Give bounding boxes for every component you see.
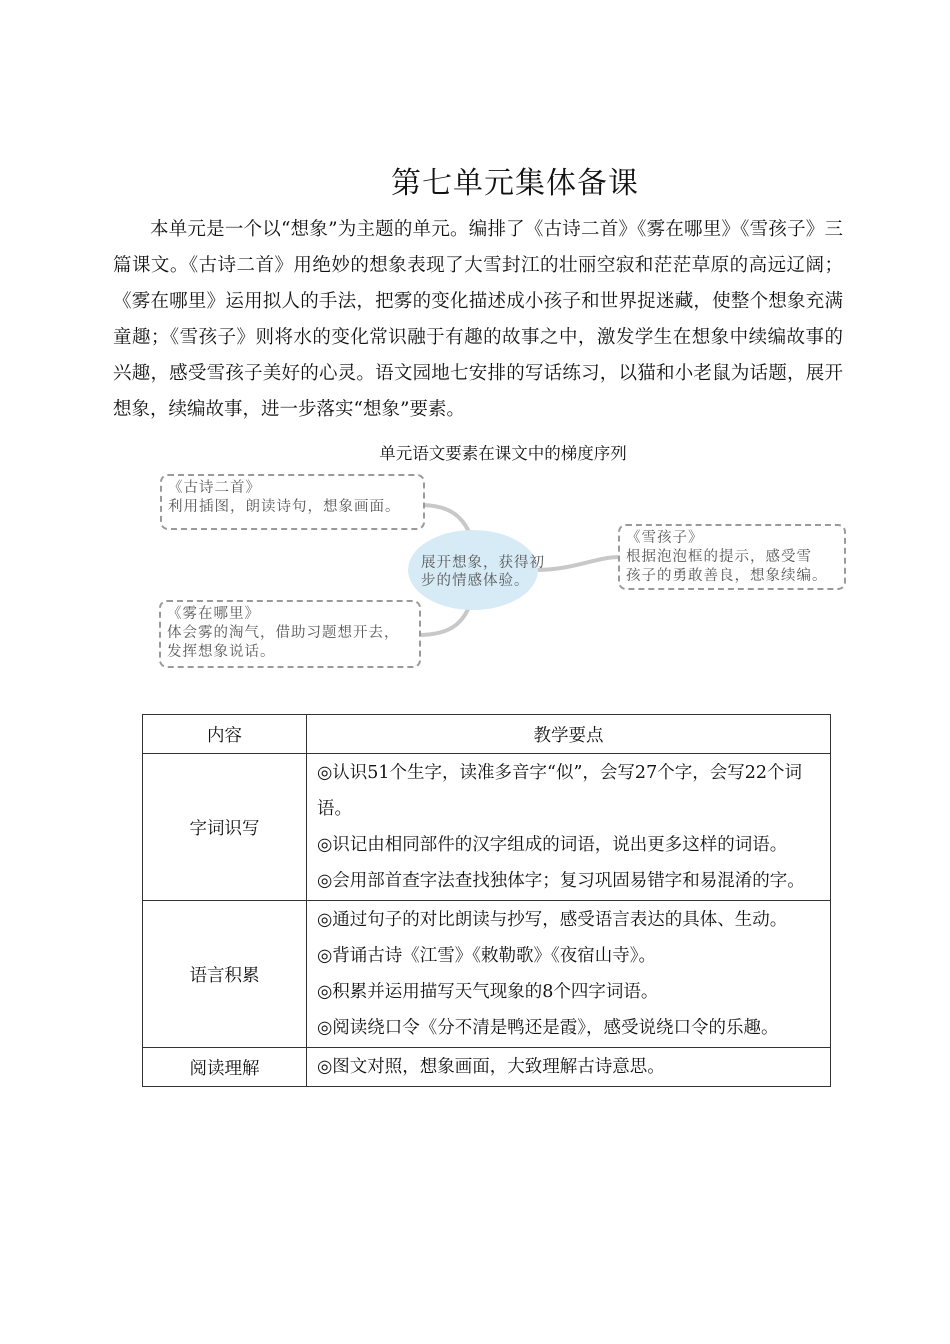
node-text: 体会雾的淘气，借助习题想开去， [167,625,400,641]
row-items [307,754,831,901]
table-row [143,1048,831,1087]
node-text: 根据泡泡框的提示，感受雪 [626,549,812,565]
center-line-1: 展开想象，获得初 [421,555,545,571]
list-item: ◎图文对照，想象画面，大致理解古诗意思。 [317,1057,665,1077]
node-title: 《雪孩子》 [626,530,704,546]
list-item: ◎背诵古诗《江雪》《敕勒歌》《夜宿山寺》。 [317,946,657,966]
center-node [421,554,561,590]
row-category: 阅读理解 [143,1048,307,1087]
table-header-row [143,715,831,754]
table-row [143,754,831,901]
node-text: 孩子的勇敢善良，想象续编。 [626,568,828,584]
node-text: 发挥想象说话。 [167,644,276,660]
page-title: 第七单元集体备课 [391,166,639,201]
header-content: 内容 [143,715,307,754]
row-category: 字词识写 [143,754,307,901]
node-title: 《雾在哪里》 [167,606,260,622]
list-item: ◎认识51个生字，读准多音字“似”，会写27个字，会写22个词语。 [317,763,802,819]
node-xue-haizi [618,524,846,590]
node-gushi-erhou [160,474,425,530]
row-items [307,1048,831,1087]
center-line-2: 步的情感体验。 [421,573,530,589]
node-wu-zai-nali [159,600,421,668]
teaching-plan-table [142,714,831,1087]
node-title: 《古诗二首》 [168,480,261,496]
list-item: ◎阅读绕口令《分不清是鸭还是霞》，感受说绕口令的乐趣。 [317,1018,779,1038]
row-category: 语言积累 [143,901,307,1048]
list-item: ◎会用部首查字法查找独体字；复习巩固易错字和易混淆的字。 [317,871,805,891]
header-key-points: 教学要点 [307,715,831,754]
list-item: ◎积累并运用描写天气现象的8个四字词语。 [317,982,659,1002]
list-item: ◎识记由相同部件的汉字组成的词语，说出更多这样的词语。 [317,835,788,855]
diagram-title: 单元语文要素在课文中的梯度序列 [379,444,627,463]
row-items [307,901,831,1048]
node-text: 利用插图，朗读诗句，想象画面。 [168,499,401,515]
list-item: ◎通过句子的对比朗读与抄写，感受语言表达的具体、生动。 [317,910,788,930]
mind-map [155,465,855,675]
table-row [143,901,831,1048]
intro-paragraph: 本单元是一个以“想象”为主题的单元。编排了《古诗二首》《雾在哪里》《雪孩子》三篇课文。《古诗二首》用绝妙的想象表现了大雪封江的壮丽空寂和茫茫草原的高远辽阔；《雾在哪里》运用拟人的手法，把雾的变化描述成小孩子和世界捉迷藏，使整个想象充满童趣；《雪孩子》则将水的变化常识融于有趣的故事之中，激发学生在想象中续编故事的兴趣，感受雪孩子美好的心灵。语文园地七安排的写话练习，以猫和小老鼠为话题，展开想象，续编故事，进一步落实“想象”要素。 [113,219,843,420]
